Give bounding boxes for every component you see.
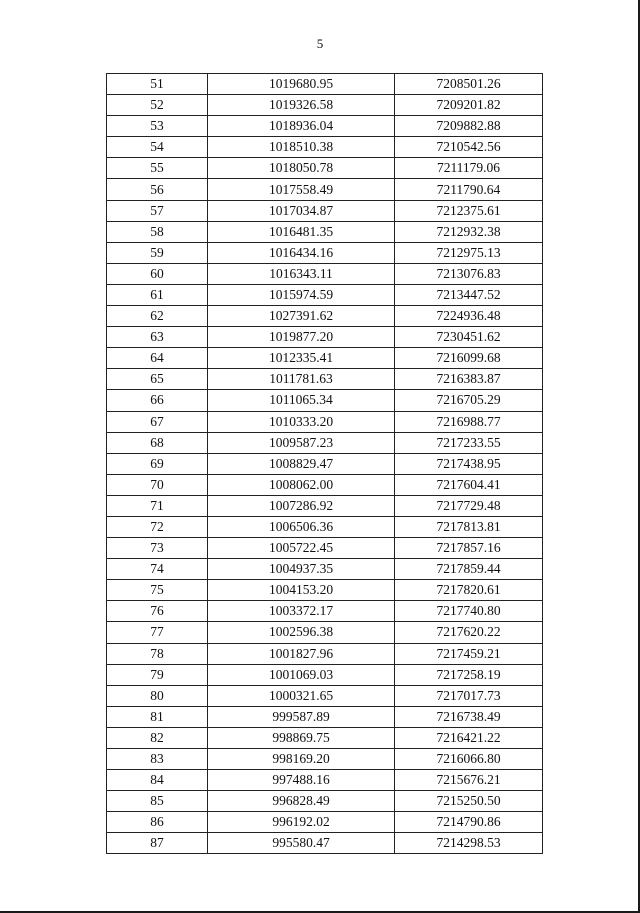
y-coordinate-cell: 7217620.22 [395,622,543,643]
table-row [107,390,543,411]
point-number-cell: 77 [107,622,208,643]
table-row [107,749,543,770]
point-number-cell: 64 [107,348,208,369]
coordinates-table [106,73,543,854]
table-row [107,559,543,580]
table-row [107,770,543,791]
point-number-cell: 83 [107,749,208,770]
y-coordinate-cell: 7217859.44 [395,559,543,580]
point-number-cell: 65 [107,369,208,390]
point-number-cell: 86 [107,812,208,833]
x-coordinate-cell: 1016434.16 [208,242,395,263]
table-row [107,284,543,305]
y-coordinate-cell: 7213076.83 [395,263,543,284]
x-coordinate-cell: 1006506.36 [208,516,395,537]
y-coordinate-cell: 7216705.29 [395,390,543,411]
x-coordinate-cell: 1005722.45 [208,538,395,559]
x-coordinate-cell: 1008829.47 [208,453,395,474]
x-coordinate-cell: 1011065.34 [208,390,395,411]
table-row [107,158,543,179]
x-coordinate-cell: 999587.89 [208,706,395,727]
table-row [107,622,543,643]
x-coordinate-cell: 1027391.62 [208,306,395,327]
y-coordinate-cell: 7212975.13 [395,242,543,263]
table-row [107,706,543,727]
x-coordinate-cell: 1019680.95 [208,74,395,95]
point-number-cell: 66 [107,390,208,411]
point-number-cell: 69 [107,453,208,474]
point-number-cell: 74 [107,559,208,580]
y-coordinate-cell: 7217258.19 [395,664,543,685]
x-coordinate-cell: 1002596.38 [208,622,395,643]
x-coordinate-cell: 1016343.11 [208,263,395,284]
y-coordinate-cell: 7208501.26 [395,74,543,95]
point-number-cell: 60 [107,263,208,284]
table-row [107,306,543,327]
y-coordinate-cell: 7224936.48 [395,306,543,327]
x-coordinate-cell: 995580.47 [208,833,395,854]
x-coordinate-cell: 998869.75 [208,727,395,748]
x-coordinate-cell: 1004937.35 [208,559,395,580]
y-coordinate-cell: 7216066.80 [395,749,543,770]
table-row [107,791,543,812]
x-coordinate-cell: 1015974.59 [208,284,395,305]
y-coordinate-cell: 7216421.22 [395,727,543,748]
x-coordinate-cell: 996828.49 [208,791,395,812]
x-coordinate-cell: 1017558.49 [208,179,395,200]
y-coordinate-cell: 7217017.73 [395,685,543,706]
table-row [107,200,543,221]
y-coordinate-cell: 7217740.80 [395,601,543,622]
table-row [107,580,543,601]
table-row [107,95,543,116]
x-coordinate-cell: 1009587.23 [208,432,395,453]
table-row [107,601,543,622]
y-coordinate-cell: 7216738.49 [395,706,543,727]
table-row [107,833,543,854]
y-coordinate-cell: 7216988.77 [395,411,543,432]
table-row [107,812,543,833]
point-number-cell: 78 [107,643,208,664]
y-coordinate-cell: 7213447.52 [395,284,543,305]
table-row [107,221,543,242]
y-coordinate-cell: 7217729.48 [395,495,543,516]
point-number-cell: 62 [107,306,208,327]
table-row [107,369,543,390]
point-number-cell: 71 [107,495,208,516]
point-number-cell: 72 [107,516,208,537]
point-number-cell: 67 [107,411,208,432]
point-number-cell: 84 [107,770,208,791]
point-number-cell: 53 [107,116,208,137]
x-coordinate-cell: 1018936.04 [208,116,395,137]
x-coordinate-cell: 1007286.92 [208,495,395,516]
y-coordinate-cell: 7214298.53 [395,833,543,854]
y-coordinate-cell: 7217459.21 [395,643,543,664]
y-coordinate-cell: 7217820.61 [395,580,543,601]
y-coordinate-cell: 7217813.81 [395,516,543,537]
table-row [107,137,543,158]
x-coordinate-cell: 1011781.63 [208,369,395,390]
y-coordinate-cell: 7211790.64 [395,179,543,200]
point-number-cell: 80 [107,685,208,706]
y-coordinate-cell: 7209201.82 [395,95,543,116]
point-number-cell: 54 [107,137,208,158]
x-coordinate-cell: 1008062.00 [208,474,395,495]
y-coordinate-cell: 7217857.16 [395,538,543,559]
x-coordinate-cell: 996192.02 [208,812,395,833]
point-number-cell: 63 [107,327,208,348]
table-row [107,685,543,706]
table-row [107,643,543,664]
y-coordinate-cell: 7230451.62 [395,327,543,348]
point-number-cell: 75 [107,580,208,601]
point-number-cell: 58 [107,221,208,242]
table-row [107,538,543,559]
point-number-cell: 81 [107,706,208,727]
x-coordinate-cell: 1018510.38 [208,137,395,158]
x-coordinate-cell: 1001069.03 [208,664,395,685]
point-number-cell: 79 [107,664,208,685]
table-row [107,179,543,200]
x-coordinate-cell: 998169.20 [208,749,395,770]
table-row [107,327,543,348]
y-coordinate-cell: 7217438.95 [395,453,543,474]
point-number-cell: 76 [107,601,208,622]
point-number-cell: 73 [107,538,208,559]
table-row [107,495,543,516]
table-row [107,348,543,369]
table-row [107,263,543,284]
point-number-cell: 68 [107,432,208,453]
table-row [107,242,543,263]
x-coordinate-cell: 1012335.41 [208,348,395,369]
y-coordinate-cell: 7215676.21 [395,770,543,791]
table-row [107,411,543,432]
point-number-cell: 52 [107,95,208,116]
x-coordinate-cell: 1016481.35 [208,221,395,242]
x-coordinate-cell: 1001827.96 [208,643,395,664]
table-row [107,432,543,453]
y-coordinate-cell: 7212932.38 [395,221,543,242]
point-number-cell: 61 [107,284,208,305]
point-number-cell: 85 [107,791,208,812]
point-number-cell: 51 [107,74,208,95]
y-coordinate-cell: 7215250.50 [395,791,543,812]
point-number-cell: 87 [107,833,208,854]
point-number-cell: 82 [107,727,208,748]
x-coordinate-cell: 1004153.20 [208,580,395,601]
x-coordinate-cell: 1019326.58 [208,95,395,116]
x-coordinate-cell: 1010333.20 [208,411,395,432]
y-coordinate-cell: 7217233.55 [395,432,543,453]
y-coordinate-cell: 7209882.88 [395,116,543,137]
table-row [107,727,543,748]
y-coordinate-cell: 7214790.86 [395,812,543,833]
y-coordinate-cell: 7216099.68 [395,348,543,369]
y-coordinate-cell: 7210542.56 [395,137,543,158]
coordinates-table-body [107,74,543,854]
point-number-cell: 56 [107,179,208,200]
x-coordinate-cell: 997488.16 [208,770,395,791]
x-coordinate-cell: 1000321.65 [208,685,395,706]
point-number-cell: 57 [107,200,208,221]
point-number-cell: 55 [107,158,208,179]
y-coordinate-cell: 7216383.87 [395,369,543,390]
y-coordinate-cell: 7217604.41 [395,474,543,495]
table-row [107,116,543,137]
table-row [107,74,543,95]
point-number-cell: 59 [107,242,208,263]
y-coordinate-cell: 7212375.61 [395,200,543,221]
y-coordinate-cell: 7211179.06 [395,158,543,179]
table-row [107,664,543,685]
table-row [107,516,543,537]
x-coordinate-cell: 1003372.17 [208,601,395,622]
page-number: 5 [316,36,324,51]
x-coordinate-cell: 1018050.78 [208,158,395,179]
table-row [107,474,543,495]
x-coordinate-cell: 1019877.20 [208,327,395,348]
point-number-cell: 70 [107,474,208,495]
x-coordinate-cell: 1017034.87 [208,200,395,221]
table-row [107,453,543,474]
